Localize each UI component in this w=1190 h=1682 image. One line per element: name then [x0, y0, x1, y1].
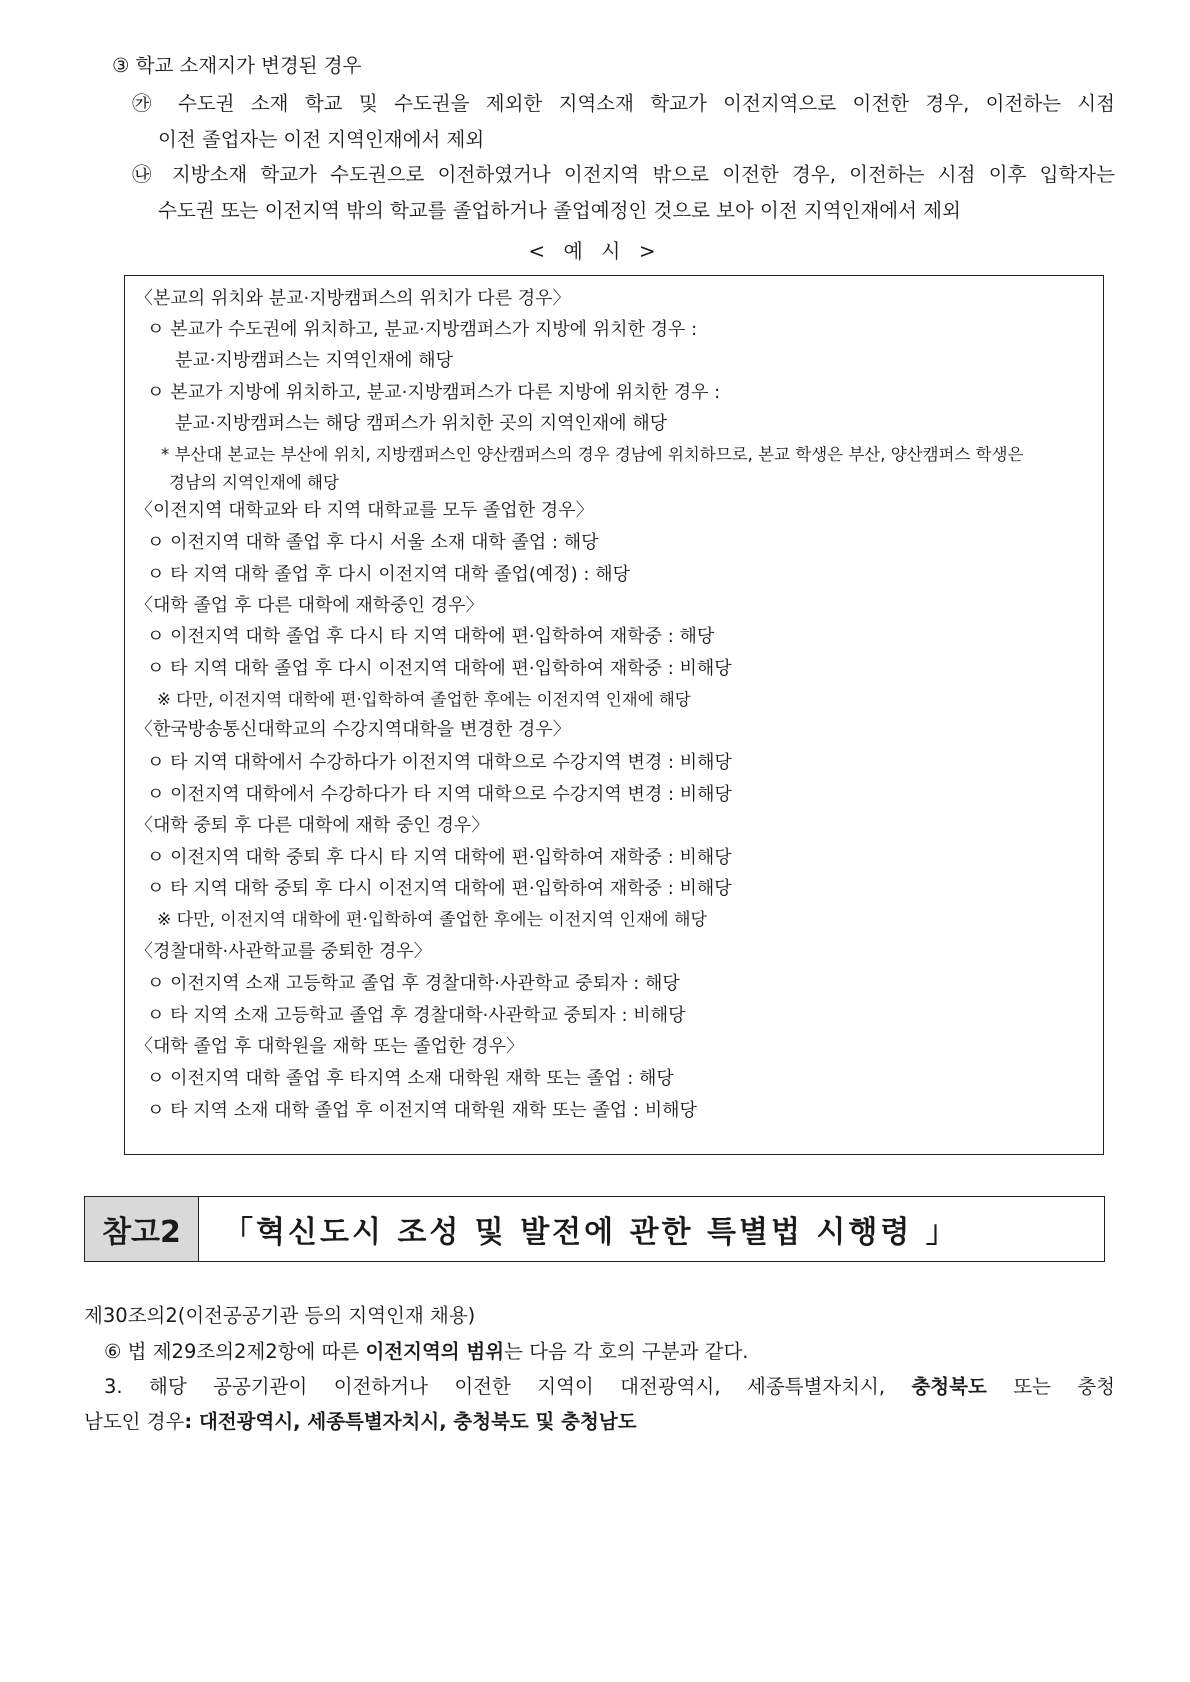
item-ga-line2: 이전 졸업자는 이전 지역인재에서 제외	[158, 128, 485, 151]
example-item: ㅇ 타 지역 소재 고등학교 졸업 후 경찰대학·사관학교 중퇴자 : 비해당	[147, 1005, 686, 1026]
reference-title: 「혁신도시 조성 및 발전에 관한 특별법 시행령 」	[223, 1215, 959, 1250]
example-category: 〈한국방송통신대학교의 수강지역대학을 변경한 경우〉	[135, 719, 571, 740]
example-item: ㅇ 타 지역 대학 중퇴 후 다시 이전지역 대학에 편·입학하여 재학중 : 비해당	[147, 878, 732, 899]
example-item-cont: 분교·지방캠퍼스는 지역인재에 해당	[175, 350, 453, 371]
example-category: 〈이전지역 대학교와 타 지역 대학교를 모두 졸업한 경우〉	[135, 500, 594, 521]
article-item-3-line1: 3. 해당 공공기관이 이전하거나 이전한 지역이 대전광역시, 세종특별자치시, 충청북도 또는 충청	[104, 1375, 1115, 1398]
article-para-6: ⑥ 법 제29조의2제2항에 따른 이전지역의 범위는 다음 각 호의 구분과 같다.	[104, 1340, 749, 1363]
section-heading: ③ 학교 소재지가 변경된 경우	[112, 54, 362, 77]
range-bold: 이전지역의 범위	[365, 1340, 505, 1363]
example-item: ㅇ 이전지역 대학 졸업 후 다시 서울 소재 대학 졸업 : 해당	[147, 532, 599, 553]
example-item: ㅇ 타 지역 소재 대학 졸업 후 이전지역 대학원 재학 또는 졸업 : 비해당	[147, 1100, 697, 1121]
example-item: ㅇ 이전지역 대학에서 수강하다가 타 지역 대학으로 수강지역 변경 : 비해당	[147, 784, 732, 805]
item-na-line2: 수도권 또는 이전지역 밖의 학교를 졸업하거나 졸업예정인 것으로 보아 이전 지역인재에서 제외	[158, 199, 961, 222]
example-category: 〈대학 졸업 후 다른 대학에 재학중인 경우〉	[135, 595, 484, 616]
example-item-cont: 분교·지방캠퍼스는 해당 캠퍼스가 위치한 곳의 지역인재에 해당	[175, 413, 668, 434]
article-item-3-line2: 남도인 경우: 대전광역시, 세종특별자치시, 충청북도 및 충청남도	[84, 1410, 637, 1433]
item-na-line1: ㉯ 지방소재 학교가 수도권으로 이전하였거나 이전지역 밖으로 이전한 경우, 이전하는 시점 이후 입학자는	[132, 163, 1115, 186]
example-note-cont: 경남의 지역인재에 해당	[169, 473, 339, 492]
example-note: ※ 다만, 이전지역 대학에 편·입학하여 졸업한 후에는 이전지역 인재에 해당	[157, 910, 707, 930]
example-title: < 예 시 >	[528, 239, 662, 263]
example-item: ㅇ 타 지역 대학에서 수강하다가 이전지역 대학으로 수강지역 변경 : 비해당	[147, 752, 732, 773]
article-heading: 제30조의2(이전공공기관 등의 지역인재 채용)	[84, 1304, 476, 1327]
example-item: ㅇ 타 지역 대학 졸업 후 다시 이전지역 대학에 편·입학하여 재학중 : 비해당	[147, 658, 732, 679]
example-item: ㅇ 본교가 수도권에 위치하고, 분교·지방캠퍼스가 지방에 위치한 경우 :	[147, 319, 698, 340]
reference-header	[84, 1196, 1105, 1262]
example-category: 〈대학 졸업 후 대학원을 재학 또는 졸업한 경우〉	[135, 1036, 525, 1057]
example-box	[124, 275, 1104, 1155]
example-category: 〈본교의 위치와 분교·지방캠퍼스의 위치가 다른 경우〉	[135, 288, 571, 309]
item-ga-line1: ㉮ 수도권 소재 학교 및 수도권을 제외한 지역소재 학교가 이전지역으로 이전한 경우, 이전하는 시점	[132, 92, 1115, 115]
example-item: ㅇ 이전지역 대학 졸업 후 다시 타 지역 대학에 편·입학하여 재학중 : 해당	[147, 626, 715, 647]
example-item: ㅇ 이전지역 대학 중퇴 후 다시 타 지역 대학에 편·입학하여 재학중 : 비해당	[147, 847, 732, 868]
example-category: 〈대학 중퇴 후 다른 대학에 재학 중인 경우〉	[135, 815, 490, 836]
example-category: 〈경찰대학·사관학교를 중퇴한 경우〉	[135, 941, 432, 962]
example-note: ※ 다만, 이전지역 대학에 편·입학하여 졸업한 후에는 이전지역 인재에 해당	[157, 690, 691, 709]
reference-tag: 참고2	[85, 1197, 199, 1261]
example-item: ㅇ 이전지역 소재 고등학교 졸업 후 경찰대학·사관학교 중퇴자 : 해당	[147, 973, 680, 994]
example-item: ㅇ 이전지역 대학 졸업 후 타지역 소재 대학원 재학 또는 졸업 : 해당	[147, 1068, 674, 1089]
example-note: * 부산대 본교는 부산에 위치, 지방캠퍼스인 양산캠퍼스의 경우 경남에 위치하므로, 본교 학생은 부산, 양산캠퍼스 학생은	[161, 445, 1024, 464]
example-item: ㅇ 타 지역 대학 졸업 후 다시 이전지역 대학 졸업(예정) : 해당	[147, 564, 630, 585]
example-item: ㅇ 본교가 지방에 위치하고, 분교·지방캠퍼스가 다른 지방에 위치한 경우 :	[147, 382, 721, 403]
